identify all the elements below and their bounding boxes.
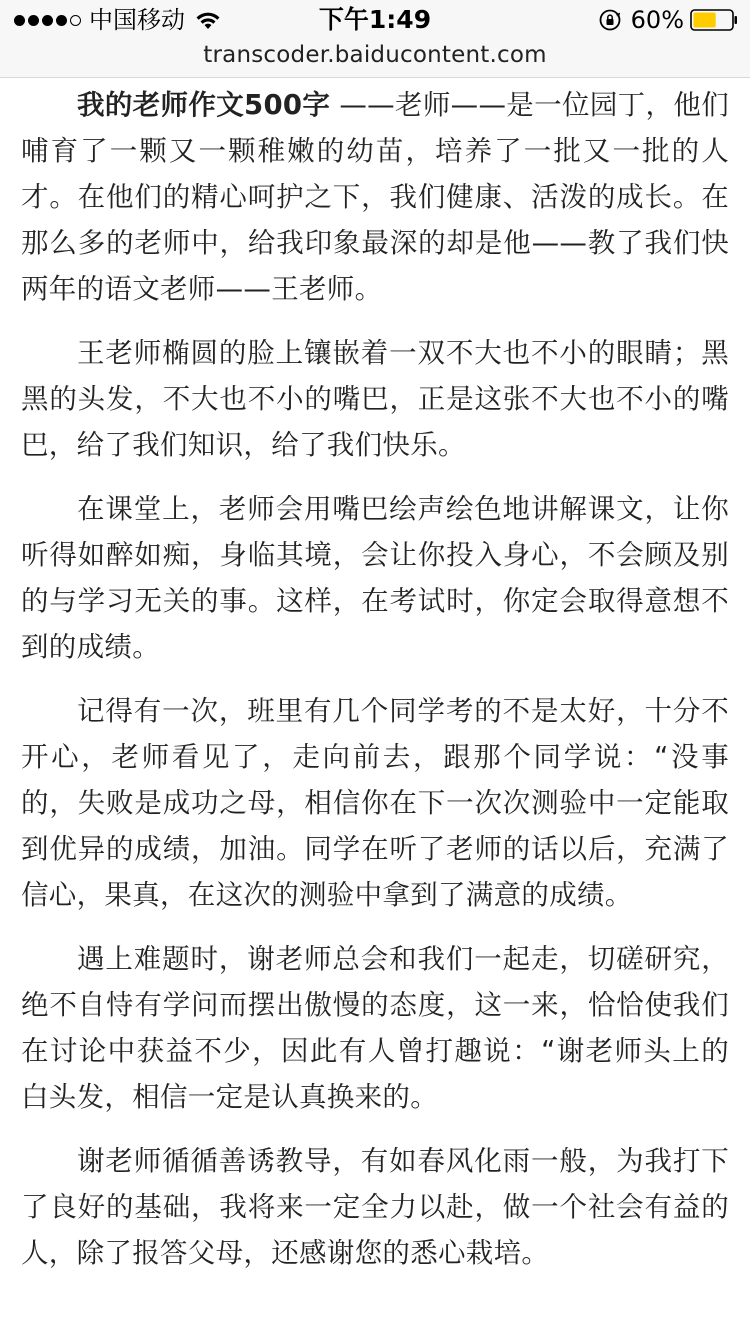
article-content (21, 82, 729, 1294)
article-title: 我的老师作文500字 (77, 89, 331, 121)
carrier-name: 中国移动 (89, 6, 185, 34)
article-paragraph: 在课堂上，老师会用嘴巴绘声绘色地讲解课文，让你听得如醉如痴，身临其境，会让你投入身心，不会顾及别的与学习无关的事。这样，在考试时，你定会取得意想不到的成绩。 (21, 493, 729, 663)
battery-percent: 60% (630, 6, 684, 34)
top-bar (0, 0, 750, 78)
article-paragraph: 记得有一次，班里有几个同学考的不是太好，十分不开心，老师看见了，走向前去，跟那个同学说：“没事的，失败是成功之母，相信你在下一次次测验中一定能取到优异的成绩，加油。同学在听了老师的话以后，充满了信心，果真，在这次的测验中拿到了满意的成绩。 (21, 695, 729, 911)
battery-icon (690, 9, 738, 31)
article-paragraph: 谢老师循循善诱教导，有如春风化雨一般，为我打下了良好的基础，我将来一定全力以赴，做一个社会有益的人，除了报答父母，还感谢您的悉心栽培。 (21, 1145, 729, 1269)
url-bar[interactable]: transcoder.baiducontent.com (203, 42, 547, 68)
status-bar (0, 0, 750, 40)
status-bar-right (599, 5, 738, 35)
orientation-lock-icon (599, 9, 621, 31)
status-time: 下午1:49 (318, 5, 432, 34)
article-paragraph: 遇上难题时，谢老师总会和我们一起走，切磋研究，绝不自恃有学问而摆出傲慢的态度，这一来，恰恰使我们在讨论中获益不少，因此有人曾打趣说：“谢老师头上的白头发，相信一定是认真换来的。 (21, 943, 729, 1113)
article-paragraph: 王老师椭圆的脸上镶嵌着一双不大也不小的眼睛；黑黑的头发，不大也不小的嘴巴，正是这张不大也不小的嘴巴，给了我们知识，给了我们快乐。 (21, 337, 729, 461)
article-paragraph (21, 82, 729, 312)
paragraph-text: ——老师——是一位园丁，他们哺育了一颗又一颗稚嫩的幼苗，培养了一批又一批的人才。在他们的精心呵护之下，我们健康、活泼的成长。在那么多的老师中，给我印象最深的却是他——教了我们快两年的语文老师——王老师。 (21, 89, 729, 305)
